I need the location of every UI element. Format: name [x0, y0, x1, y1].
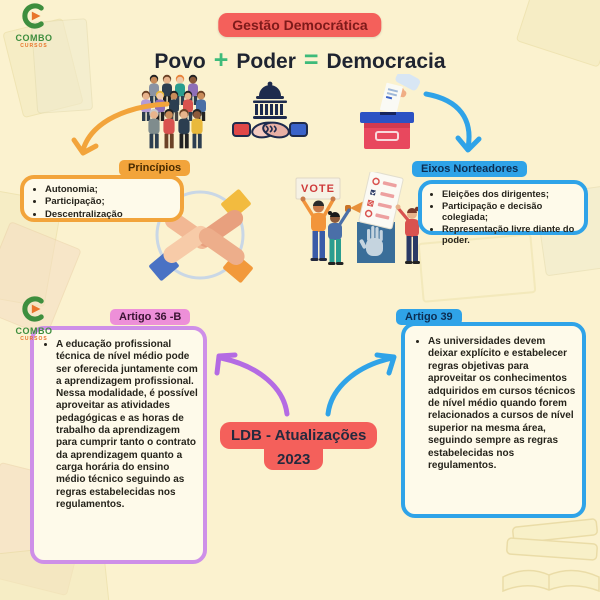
combo-cursos-logo-icon: [21, 296, 47, 322]
arrow-ballot-to-eixos: [420, 86, 482, 158]
principios-panel: [20, 175, 184, 222]
brand-subname: CURSOS: [20, 43, 48, 49]
equation-term-democracia: Democracia: [326, 49, 446, 73]
brand-subname: CURSOS: [20, 336, 48, 342]
artigo-39-tab: [396, 309, 462, 325]
artigo-39-panel: [401, 322, 586, 518]
list-item: • Representação livre diante do poder.: [442, 224, 581, 247]
ballot-paper: [380, 83, 403, 114]
brand-logo: [6, 3, 62, 49]
eixos-title: Eixos Norteadores: [421, 163, 519, 175]
eixos-norteadores-tab: [412, 161, 527, 177]
protester-holding-ballot: [396, 205, 421, 265]
combo-cursos-logo-icon: [21, 3, 47, 29]
list-item: • Descentralização: [45, 209, 176, 221]
list-item: • Participação e decisão colegiada;: [442, 201, 581, 224]
ldb-title-badge: [220, 422, 377, 449]
artigo-39-list: [415, 336, 577, 472]
vote-sign-text: VOTE: [301, 183, 335, 195]
handshake-icon: [233, 120, 307, 139]
list-item: • Eleições dos dirigentes;: [442, 189, 581, 201]
plus-icon: +: [213, 46, 229, 74]
list-item: • As universidades devem deixar explícito e estabelecer regras objetivas para aproveitar os conhecimentos adquiridos em cursos técnicos de nível médio quando forem relacionados a cursos de nível superior na mesma área, seguindo sempre as regras estabelecidas nos regulamentos.: [428, 336, 577, 472]
artigo-36b-panel: [30, 326, 207, 564]
large-ballot-sheet: [359, 172, 404, 229]
artigo-36b-tab: [110, 309, 190, 325]
brand-name: COMBO: [15, 33, 53, 43]
brand-name: COMBO: [15, 326, 53, 336]
equation-term-povo: Povo: [154, 49, 206, 73]
list-item: • Autonomia;: [45, 184, 176, 196]
artigo-39-title: Artigo 39: [405, 311, 453, 323]
principios-title: Princípios: [128, 162, 182, 174]
ldb-year-badge: [264, 449, 323, 470]
government-building-icon: [253, 82, 287, 119]
principios-tab: [119, 160, 190, 176]
artigo-36b-title: Artigo 36 -B: [119, 311, 182, 323]
arrow-crowd-to-principios: [70, 98, 170, 160]
list-item: • A educação profissional técnica de nível médio pode ser oferecida juntamente com a aprendizagem profissional. Nessa modalidade, é possível aproveitar as atividades pedagógicas e as horas de trabalho da aprendizagem para cumprir tanto o contrato da aprendizagem quanto a carga horária do ensino médio técnico seguindo as regras estabelecidas nos regulamentos.: [56, 339, 198, 511]
arrow-ldb-to-artigo36b: [203, 346, 295, 418]
arrow-ldb-to-artigo39: [320, 346, 404, 418]
equals-icon: =: [303, 46, 319, 74]
principios-list: [32, 184, 176, 221]
brand-logo: [6, 296, 62, 342]
equation-row: [0, 47, 600, 76]
open-book-bottom-right-decoration: [495, 515, 600, 600]
equation-term-poder: Poder: [236, 49, 296, 73]
ldb-title: LDB - Atualizações: [231, 427, 367, 444]
ballot-box-voting-hand-illustration: [352, 74, 422, 150]
eixos-list: [429, 189, 581, 247]
page-title: Gestão Democrática: [218, 13, 381, 37]
artigo-36b-list: [43, 339, 198, 511]
eixos-norteadores-panel: [418, 180, 588, 246]
government-building-handshake-icon: [232, 80, 308, 142]
list-item: • Participação;: [45, 196, 176, 208]
ldb-year: 2023: [277, 451, 311, 468]
